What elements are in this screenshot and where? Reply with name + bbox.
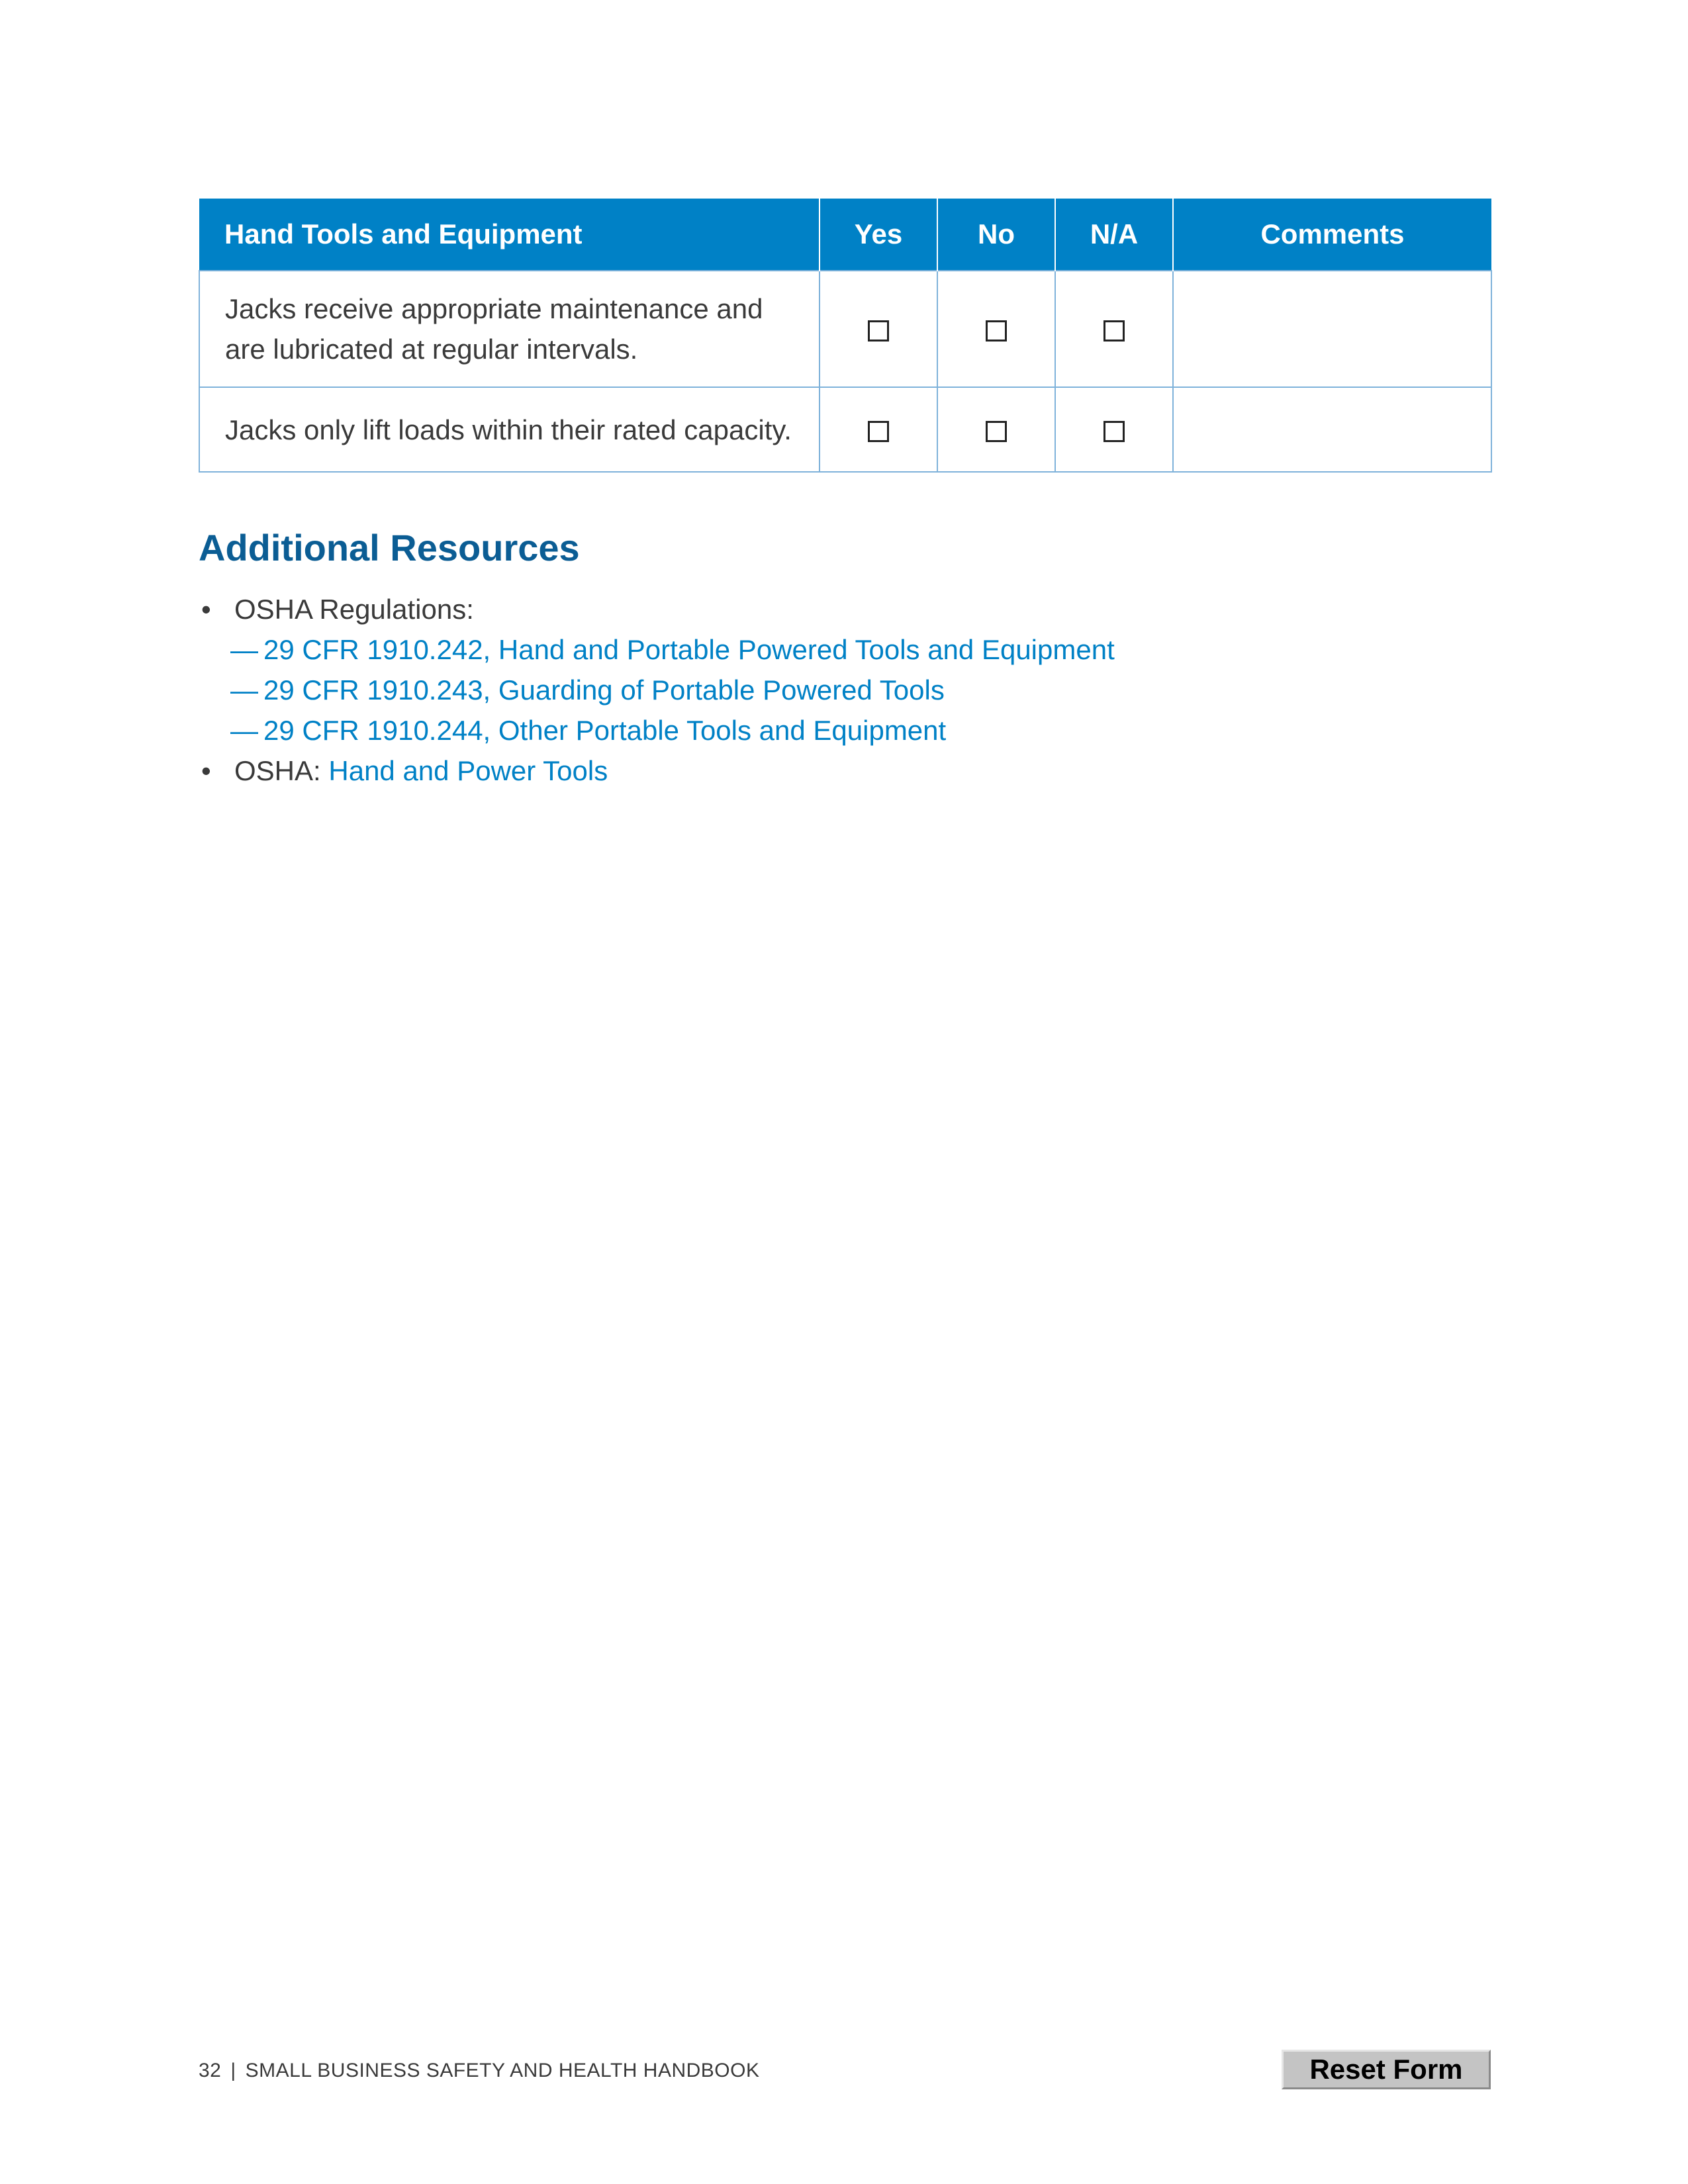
comments-field[interactable] [1173,271,1491,387]
yes-cell [820,271,937,387]
footer-separator: | [230,2060,236,2081]
dash-icon: — [230,674,258,705]
hand-and-power-tools-link[interactable]: Hand and Power Tools [328,755,608,786]
question-text: Jacks only lift loads within their rated capacity. [199,387,820,472]
table-row [199,387,1491,472]
reset-form-button[interactable]: Reset Form [1282,2050,1491,2089]
regulation-link-1910-243[interactable]: 29 CFR 1910.243, Guarding of Portable Powered Tools [263,674,945,705]
header-comments: Comments [1173,199,1491,271]
question-text: Jacks receive appropriate maintenance and are lubricated at regular intervals. [199,271,820,387]
list-item [199,589,1115,629]
regulation-link-1910-244[interactable]: 29 CFR 1910.244, Other Portable Tools and Equipment [263,715,947,746]
header-topic: Hand Tools and Equipment [199,199,820,271]
table-header-row [199,199,1491,271]
yes-cell [820,387,937,472]
osha-label: OSHA: [234,755,321,786]
na-cell [1055,387,1173,472]
comments-field[interactable] [1173,387,1491,472]
na-checkbox[interactable] [1103,320,1125,341]
yes-checkbox[interactable] [868,320,889,341]
osha-regulations-label: OSHA Regulations: [234,594,474,625]
list-item [199,710,1115,751]
header-na: N/A [1055,199,1173,271]
dash-icon: — [230,715,258,746]
no-cell [937,387,1055,472]
page-footer [199,2060,760,2082]
dash-icon: — [230,634,258,665]
list-item [199,670,1115,710]
header-no: No [937,199,1055,271]
resources-list [199,589,1115,791]
regulation-link-1910-242[interactable]: 29 CFR 1910.242, Hand and Portable Powered Tools and Equipment [263,634,1115,665]
additional-resources-heading: Additional Resources [199,527,580,569]
list-item [199,751,1115,791]
bullet-icon: • [201,594,211,625]
no-checkbox[interactable] [986,421,1007,442]
na-checkbox[interactable] [1103,421,1125,442]
bullet-icon: • [201,755,211,786]
yes-checkbox[interactable] [868,421,889,442]
no-checkbox[interactable] [986,320,1007,341]
header-yes: Yes [820,199,937,271]
table-row [199,271,1491,387]
no-cell [937,271,1055,387]
footer-title: SMALL BUSINESS SAFETY AND HEALTH HANDBOOK [245,2060,760,2081]
na-cell [1055,271,1173,387]
checklist-table [199,199,1492,473]
page-number: 32 [199,2060,222,2081]
list-item [199,629,1115,670]
